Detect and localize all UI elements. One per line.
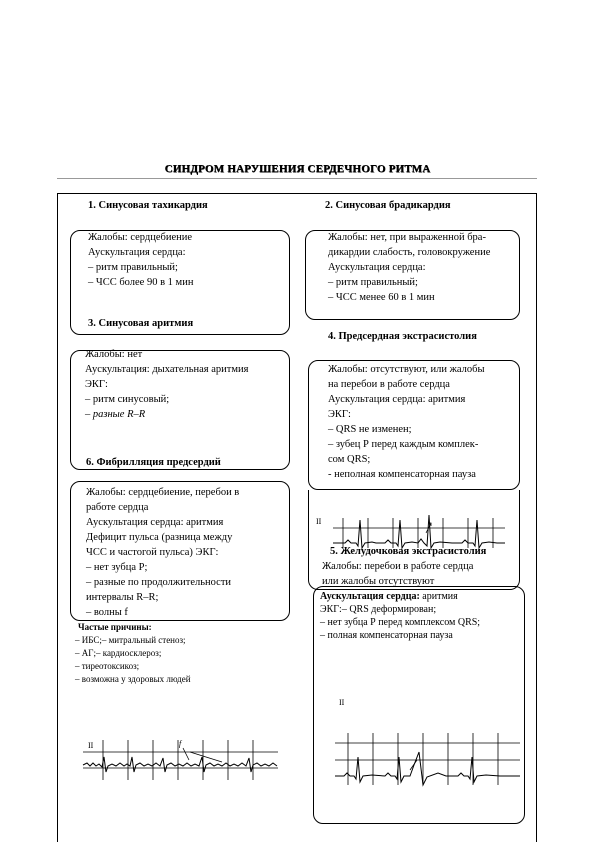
s6-heading: 6. Фибрилляция предсердий [86, 457, 221, 468]
ecg-lead-label: II [88, 741, 94, 750]
s2-line: дикардии слабость, головокружение [328, 247, 491, 258]
s6-line: Дефицит пульса (разница между [86, 532, 233, 543]
cause-item: – возможна у здоровых людей [75, 674, 191, 684]
s2-line: – ритм правильный; [328, 277, 418, 288]
s3-heading: 3. Синусовая аритмия [88, 318, 194, 329]
s4-line: ЭКГ: [328, 409, 351, 420]
s2-line: Жалобы: нет, при выраженной бра- [328, 232, 486, 243]
s5-ausc-value: аритмия [419, 591, 458, 602]
s3-line: – разные R–R [85, 409, 146, 420]
s6-line: – нет зубца P; [86, 562, 148, 573]
s3-line: Аускультация: дыхательная аритмия [85, 364, 249, 375]
ecg-lead-label: II [339, 698, 345, 707]
s2-line: Аускультация сердца: [328, 262, 426, 273]
s4-line: на перебои в работе сердца [328, 379, 450, 390]
s1-line: – ритм правильный; [88, 262, 178, 273]
s2-heading: 2. Синусовая брадикардия [325, 200, 451, 211]
s3-line: Жалобы: нет [85, 349, 143, 360]
s6-line: интервалы R–R; [86, 592, 159, 603]
cause-item: – ИБС;– митральный стеноз; [75, 635, 186, 645]
s4-line: сом QRS; [328, 454, 371, 465]
s3-line: – ритм синусовый; [85, 394, 170, 405]
s6-line: – разные по продолжительности [86, 577, 232, 588]
ecg-f-wave-label: f [179, 739, 182, 748]
s6-line: Жалобы: сердцебиение, перебои в [86, 487, 240, 498]
s3-line: ЭКГ: [85, 379, 108, 390]
causes-heading: Частые причины: [78, 622, 152, 632]
s6-line: Аускультация сердца: аритмия [86, 517, 224, 528]
s1-line: Жалобы: сердцебиение [88, 232, 193, 243]
s6-line: работе сердца [86, 502, 149, 513]
s4-heading: 4. Предсердная экстрасистолия [328, 331, 477, 342]
s5-line: – полная компенсаторная пауза [320, 630, 453, 641]
s4-line: – зубец Р перед каждым комплек- [328, 439, 479, 450]
s5-line: Жалобы: перебои в работе сердца [322, 561, 474, 572]
s1-heading: 1. Синусовая тахикардия [88, 200, 208, 211]
s4-line: Жалобы: отсутствуют, или жалобы [328, 364, 485, 375]
s6-line: ЧСС и частогой пульса) ЭКГ: [86, 547, 219, 558]
page-title: СИНДРОМ НАРУШЕНИЯ СЕРДЕЧНОГО РИТМА [164, 163, 431, 175]
s6-line: – волны f [86, 607, 128, 618]
s5-line: ЭКГ:– QRS деформирован; [320, 604, 437, 615]
ecg-lead-label: II [316, 517, 322, 526]
s5-line: – нет зубца Р перед комплексом QRS; [320, 617, 481, 628]
s5-line: или жалобы отсутствуют [322, 576, 435, 587]
s5-ausc-label: Аускультация сердца: [320, 591, 420, 602]
s4-line: - неполная компенсаторная пауза [328, 469, 476, 480]
s1-line: – ЧСС более 90 в 1 мин [88, 277, 194, 288]
cause-item: – тиреотоксикоз; [75, 661, 140, 671]
s2-line: – ЧСС менее 60 в 1 мин [328, 292, 435, 303]
s1-line: Аускультация сердца: [88, 247, 186, 258]
cause-item: – АГ;– кардиосклероз; [75, 648, 162, 658]
s4-line: Аускультация сердца: аритмия [328, 394, 466, 405]
s4-line: – QRS не изменен; [328, 424, 412, 435]
s5-heading: 5. Желудочковая экстрасистолия [330, 546, 487, 557]
